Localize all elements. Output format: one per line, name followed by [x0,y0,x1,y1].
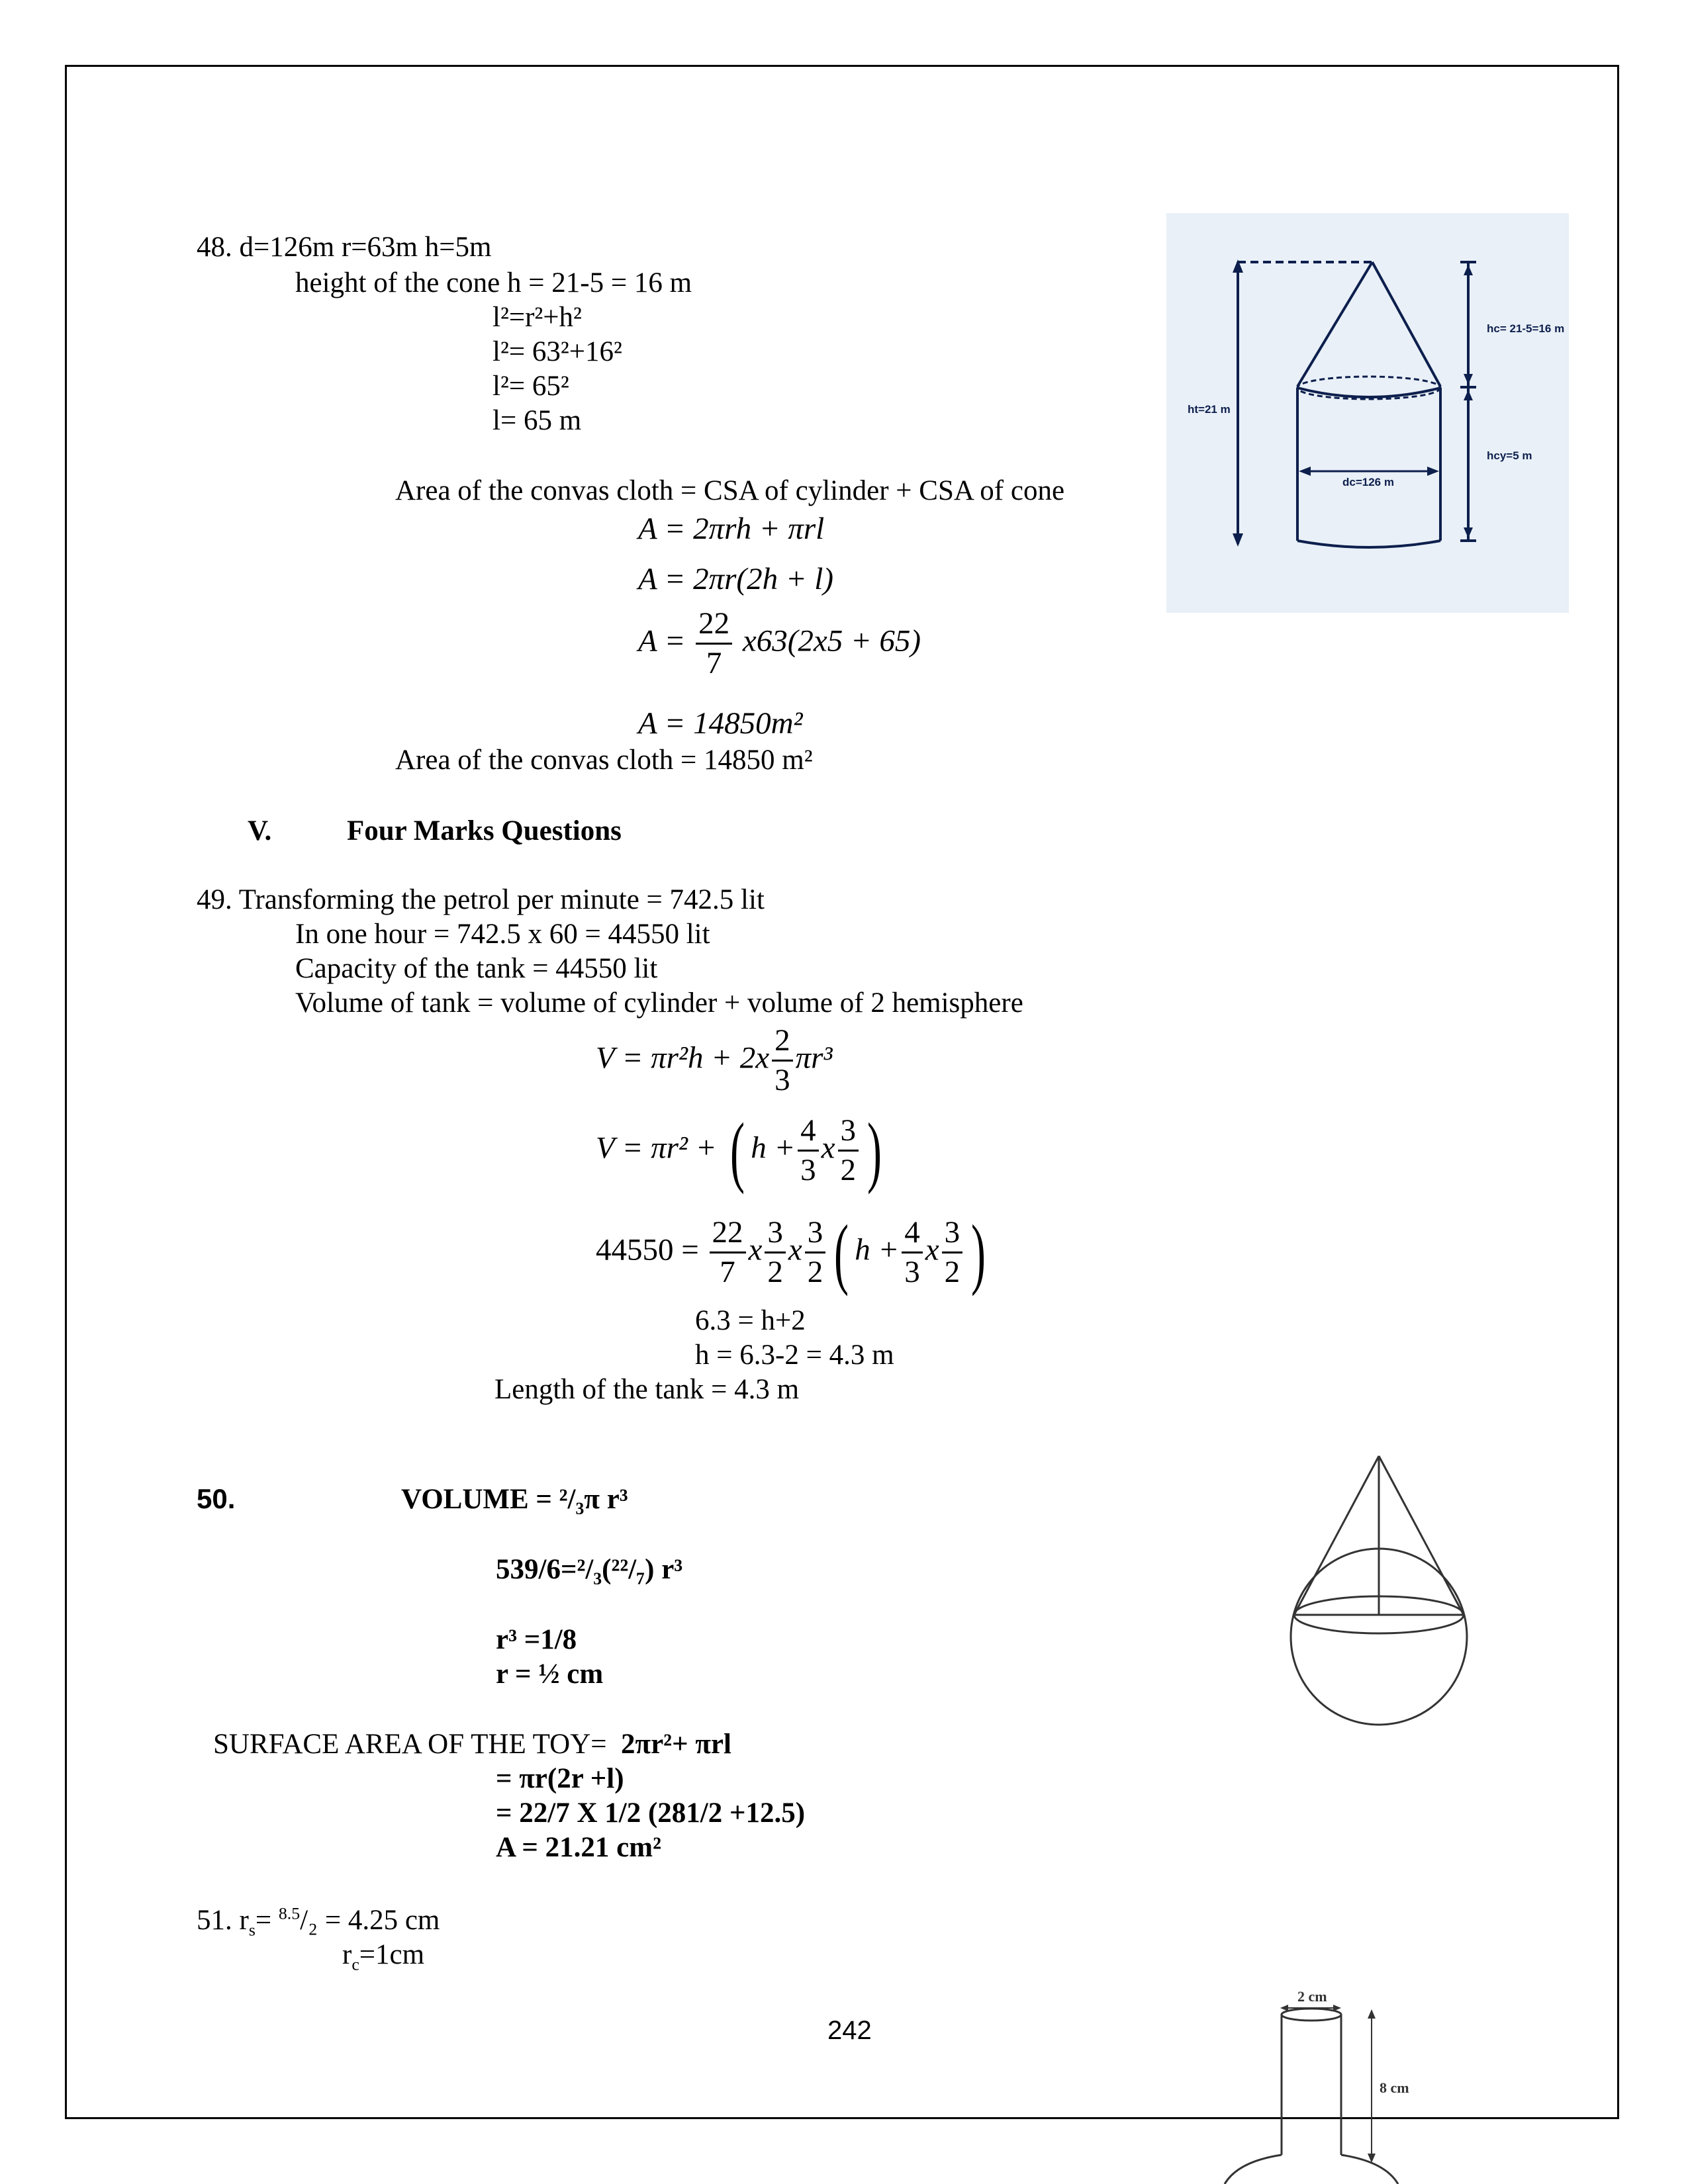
q48-header: 48. d=126m r=63m h=5m [197,232,492,263]
section-numeral: V. [248,815,272,846]
q50-volume: VOLUME = ²/₃π r³ [401,1484,628,1515]
label-dc: dc=126 m [1342,476,1394,488]
label-hc: hc= 21-5=16 m [1487,322,1565,335]
q48-eq3 [638,608,921,680]
q48-line1: l²=r²+h² [492,302,582,333]
q51-line1: 51. $r_s= ^{8.5}/_2 = 4.25$ cm [197,1903,440,1940]
q48-eq2: A = 2πr(2h + l) [638,562,833,596]
q48-eq3-lhs: A = [638,623,686,659]
q49-eq3: 44550 = $\frac{22}{7}$ x $\frac{3}{2}$ x $\frac{3}{2}$ ( h + $\frac{4}{3}$ x $\frac{3}{2}$ ) [596,1208,986,1297]
q50-eq2: r³ =1/8 [496,1624,577,1655]
q49-line3: Capacity of the tank = 44550 lit [295,953,658,984]
page-number: 242 [827,2016,872,2045]
q49-line2: In one hour = 742.5 x 60 = 44550 lit [295,919,710,950]
toy-diagram [1278,1449,1470,1747]
q48-eq1: A = 2πrh + πrl [638,512,825,546]
q48-area-definition: Area of the convas cloth = CSA of cylinder + CSA of cone [395,475,1065,506]
flask-diagram [1218,1983,1443,2184]
q48-line2: l²= 63²+16² [492,336,622,367]
q50-sa2: = πr(2r +l) [496,1763,624,1794]
q50-number: 50. [197,1483,236,1514]
q48-eq3-rhs: x63(2x5 + 65) [742,623,921,659]
label-8cm: 8 cm [1380,2079,1409,2096]
q48-line4: l= 65 m [492,405,582,436]
q49-line1: 49. Transforming the petrol per minute = 742.5 lit [197,884,765,915]
q49-step2: h = 6.3-2 = 4.3 m [695,1340,894,1371]
q50-sa4: A = 21.21 cm² [496,1832,661,1863]
label-hcy: hcy=5 m [1487,449,1532,462]
label-ht: ht=21 m [1188,403,1231,416]
q50-sa3: = 22/7 X 1/2 (281/2 +12.5) [496,1797,806,1829]
q49-eq1: V = πr²h + 2x $\frac{2}{3}$ πr³ [596,1023,833,1098]
q51-line2: $r_c=1cm$ [342,1939,425,1974]
tent-diagram [1166,213,1569,613]
q48-line3: l²= 65² [492,371,569,402]
q48-eq4: A = 14850m² [638,706,803,741]
q49-eq2: V = πr² + ( h + $\frac{4}{3}$ x $\frac{3}{2}$ ) [596,1106,882,1195]
q50-eq1: 539/6=²/₃(²²/₇) r³ [496,1554,683,1585]
q48-eq3-fraction: $\frac{22}{7}$ [696,608,732,680]
label-2cm: 2 cm [1297,1988,1327,2005]
q48-result: Area of the convas cloth = 14850 m² [395,745,813,776]
q50-eq3: r = ½ cm [496,1659,604,1690]
q49-step1: 6.3 = h+2 [695,1305,806,1336]
q48-cone-height: height of the cone h = 21-5 = 16 m [295,267,692,298]
section-title: Four Marks Questions [347,815,622,846]
q49-line4: Volume of tank = volume of cylinder + volume of 2 hemisphere [295,987,1023,1019]
q50-surface-area: SURFACE AREA OF THE TOY= 2πr²+ πrl [213,1729,731,1760]
q49-result: Length of the tank = 4.3 m [494,1374,800,1405]
